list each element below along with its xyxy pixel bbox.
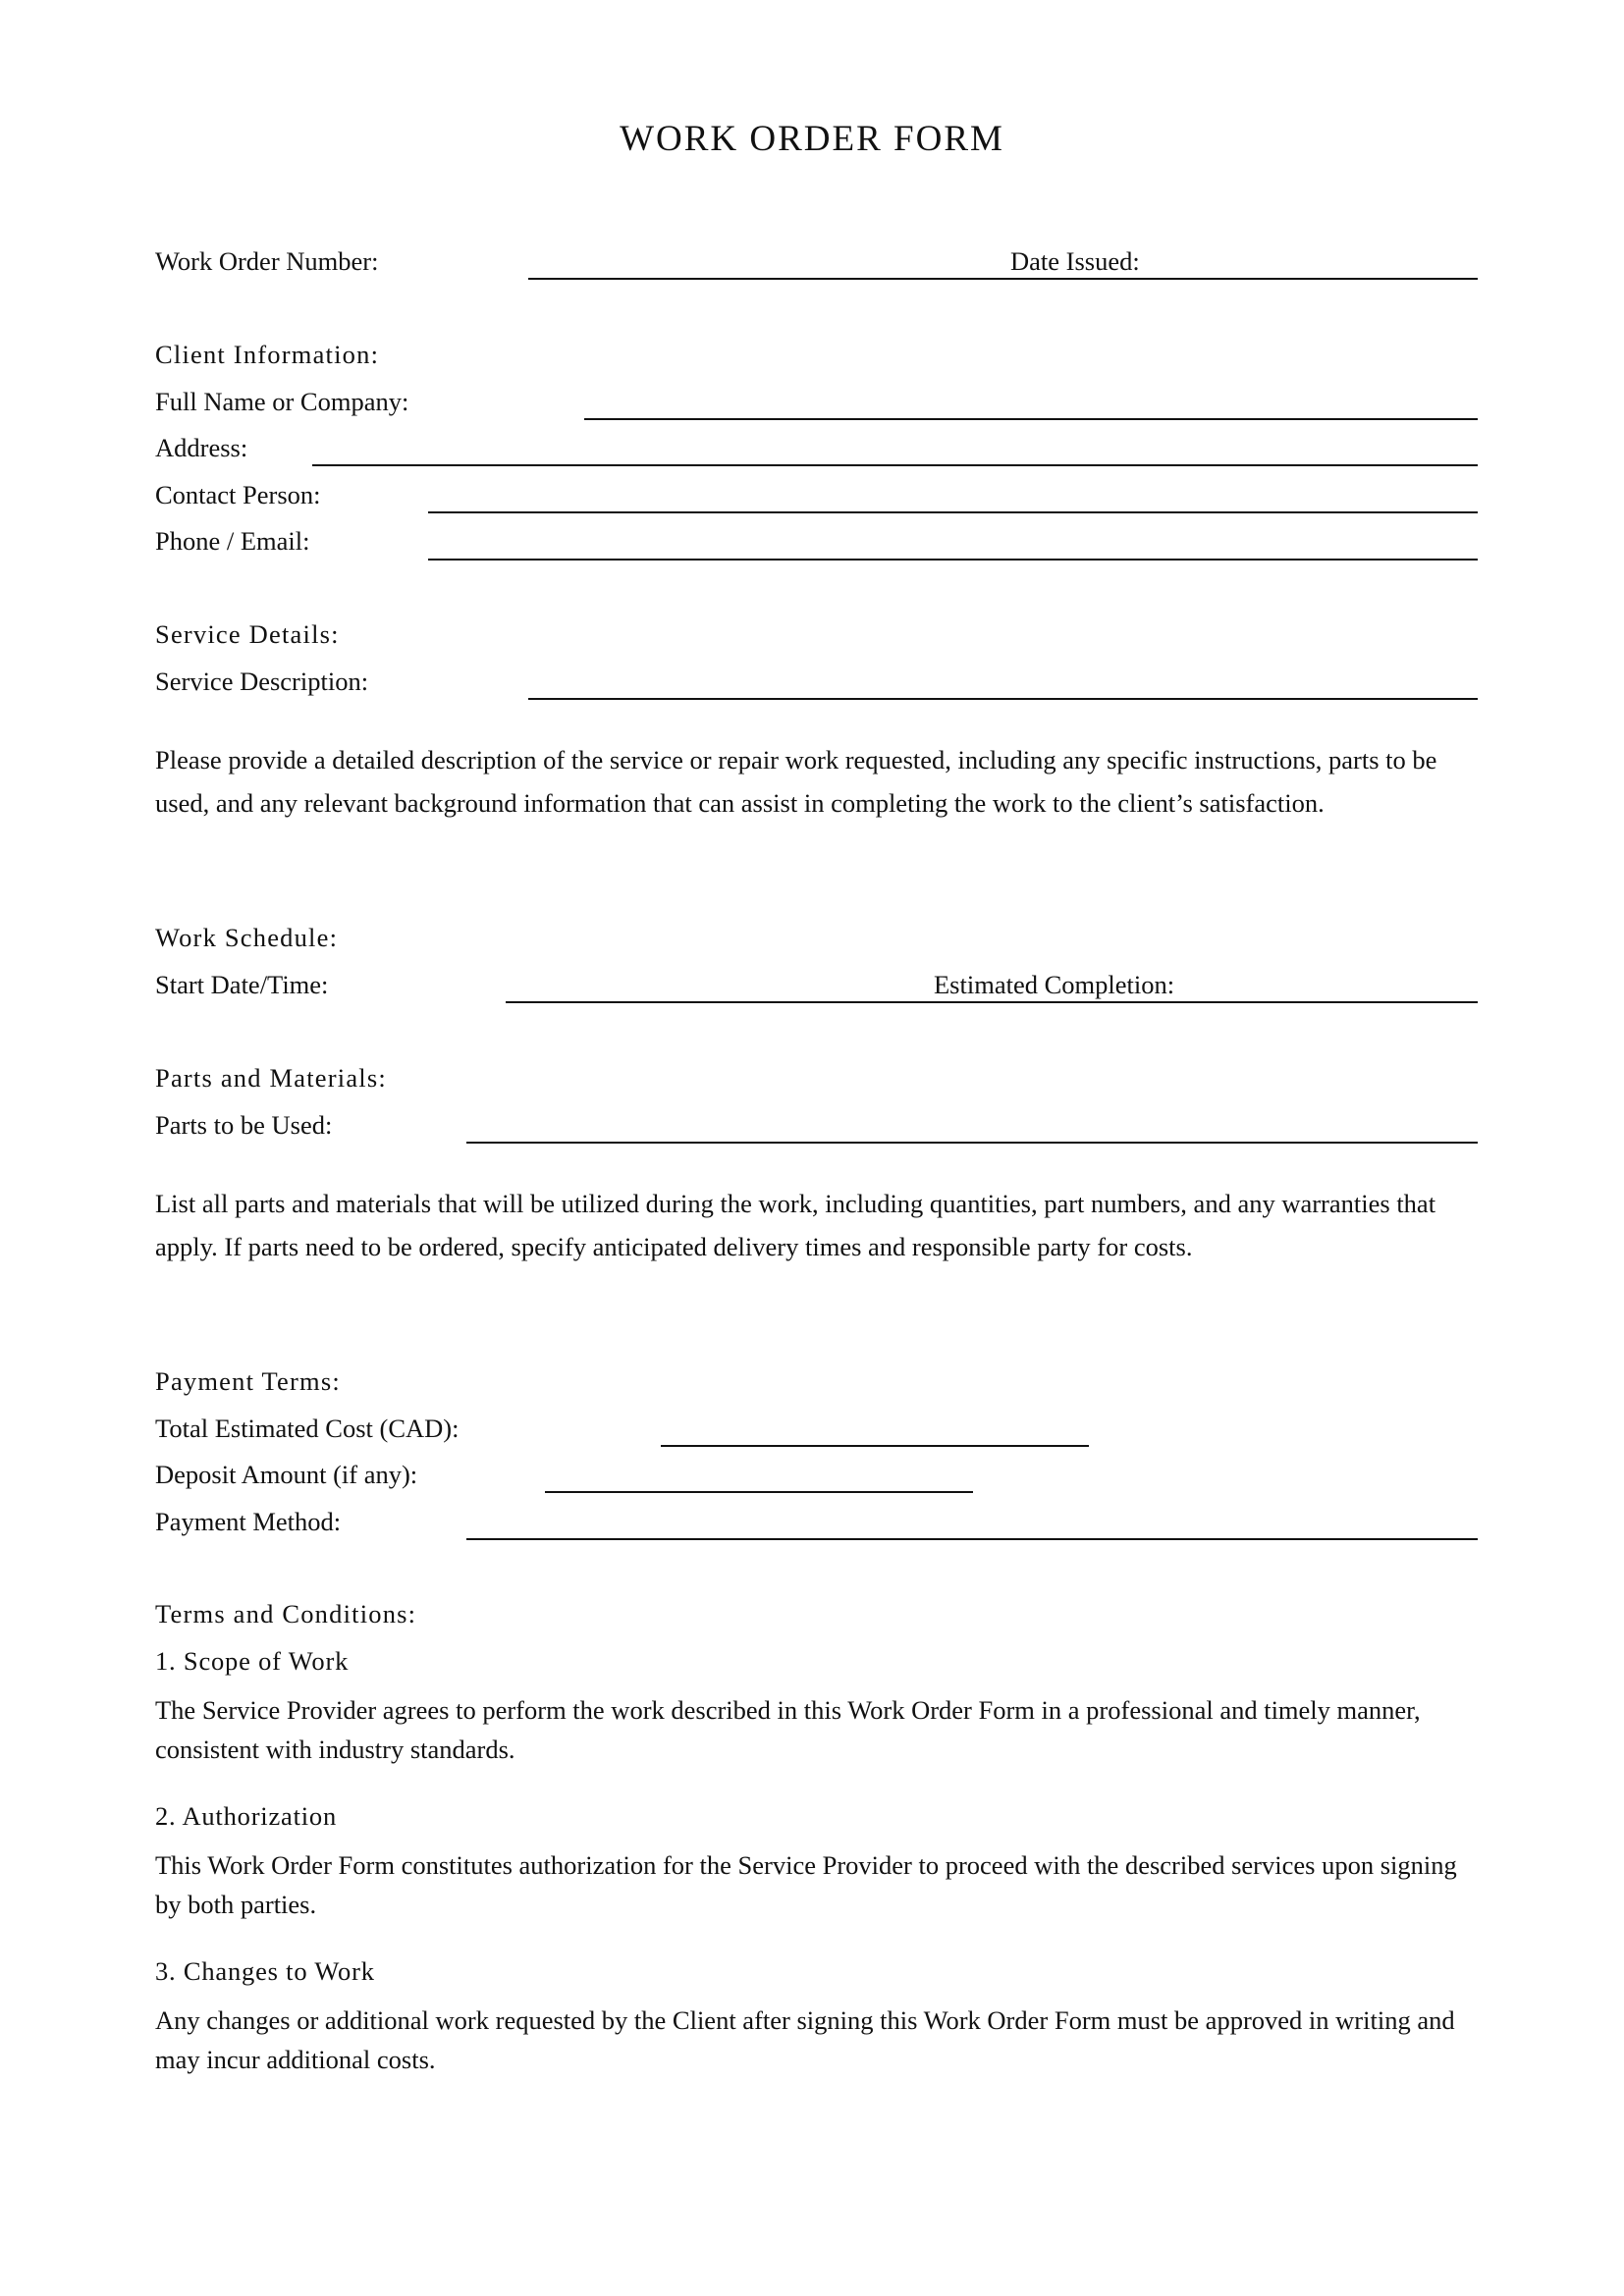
service-description-field[interactable] [528,698,1478,700]
estimated-completion-label: Estimated Completion: [934,970,1175,999]
start-date-label: Start Date/Time: [155,970,329,999]
address-label: Address: [155,433,248,462]
parts-materials-heading: Parts and Materials: [155,1063,387,1093]
deposit-amount-label: Deposit Amount (if any): [155,1460,418,1489]
payment-method-label: Payment Method: [155,1507,342,1536]
term-text: The Service Provider agrees to perform the work described in this Work Order Form in a professional and timely manner, consistent with industry standards. [155,1695,1421,1764]
deposit-amount-field[interactable] [545,1491,973,1493]
full-name-field[interactable] [584,418,1478,420]
term-title: 3. Changes to Work [155,1956,375,1986]
contact-person-field[interactable] [428,511,1478,513]
term-text: Any changes or additional work requested by the Client after signing this Work Order Form must be approved in writing and may incur additional costs. [155,2005,1455,2074]
term-text: This Work Order Form constitutes authorization for the Service Provider to proceed with the described services upon signing by both parties. [155,1850,1457,1919]
contact-person-label: Contact Person: [155,480,321,509]
address-field[interactable] [312,464,1478,466]
work-order-number-label: Work Order Number: [155,246,379,276]
parts-used-field[interactable] [466,1142,1478,1144]
start-date-field[interactable] [506,1001,1478,1003]
parts-used-label: Parts to be Used: [155,1110,333,1140]
form-title: WORK ORDER FORM [620,119,1004,159]
total-cost-label: Total Estimated Cost (CAD): [155,1414,460,1443]
term-title: 1. Scope of Work [155,1646,350,1676]
payment-method-field[interactable] [466,1538,1478,1540]
terms-heading: Terms and Conditions: [155,1599,417,1629]
phone-email-field[interactable] [428,559,1478,561]
full-name-label: Full Name or Company: [155,387,409,416]
phone-email-label: Phone / Email: [155,526,310,556]
service-details-heading: Service Details: [155,619,340,649]
total-cost-field[interactable] [661,1445,1089,1447]
date-issued-label: Date Issued: [1010,246,1140,276]
work-order-number-field[interactable] [528,278,1478,280]
service-description-label: Service Description: [155,667,369,696]
payment-terms-heading: Payment Terms: [155,1366,341,1396]
work-schedule-heading: Work Schedule: [155,923,339,952]
parts-instructions: List all parts and materials that will be utilized during the work, including quantities, part numbers, and any warranties that apply. If parts need to be ordered, specify anticipated delivery times and responsible party for costs. [155,1189,1436,1261]
term-title: 2. Authorization [155,1801,338,1831]
service-instructions: Please provide a detailed description of the service or repair work requested, including any specific instructions, parts to be used, and any relevant background information that can assist in completing the work to the client’s satisfaction. [155,745,1437,818]
client-information-heading: Client Information: [155,340,380,369]
